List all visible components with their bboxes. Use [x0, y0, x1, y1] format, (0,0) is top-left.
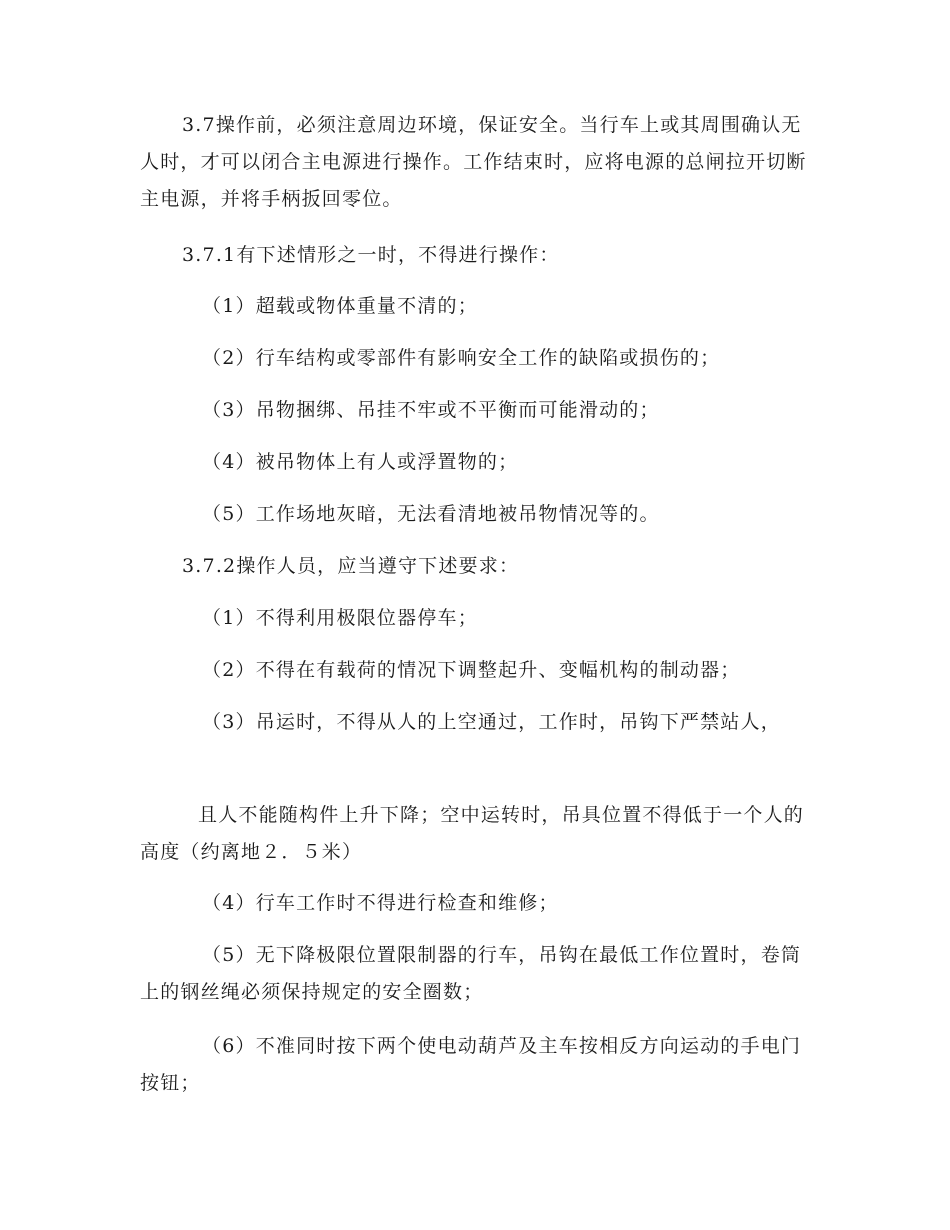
- list-item-3-7-1-1: （1）超载或物体重量不清的；: [202, 295, 478, 317]
- list-item-3-7-2-2: （2）不得在有载荷的情况下调整起升、变幅机构的制动器；: [202, 659, 741, 681]
- list-item-3-7-2-6: （6）不准同时按下两个使电动葫芦及主车按相反方向运动的手电门按钮；: [140, 1035, 802, 1094]
- list-item-3-7-1-4: （4）被吊物体上有人或浮置物的；: [202, 451, 519, 473]
- list-item-3-7-2-4: （4）行车工作时不得进行检查和维修；: [202, 892, 559, 914]
- list-item-3-7-2-5: （5）无下降极限位置限制器的行车，吊钩在最低工作位置时，卷筒上的钢丝绳必须保持规定的安全圈数；: [140, 944, 802, 1003]
- list-item-3-7-1-2: （2）行车结构或零部件有影响安全工作的缺陷或损伤的；: [202, 347, 721, 369]
- list-item-3-7-1-3: （3）吊物捆绑、吊挂不牢或不平衡而可能滑动的；: [202, 399, 660, 421]
- list-item-3-7-2-1: （1）不得利用极限位器停车；: [202, 607, 478, 629]
- list-item-3-7-1-5: （5）工作场地灰暗，无法看清地被吊物情况等的。: [202, 503, 660, 525]
- list-item-3-7-2-3-continued: 且人不能随构件上升下降；空中运转时，吊具位置不得低于一个人的高度（约离地２．５米）: [140, 804, 805, 863]
- paragraph-3-7-1: 3.7.1有下述情形之一时，不得进行操作：: [182, 244, 560, 266]
- list-item-3-7-2-3: （3）吊运时，不得从人的上空通过，工作时，吊钩下严禁站人，: [202, 711, 781, 733]
- paragraph-3-7-2: 3.7.2操作人员，应当遵守下述要求：: [182, 555, 520, 577]
- paragraph-3-7: 3.7操作前，必须注意周边环境，保证安全。当行车上或其周围确认无人时，才可以闭合主电源进行操作。工作结束时，应将电源的总闸拉开切断主电源，并将手柄扳回零位。: [140, 114, 807, 210]
